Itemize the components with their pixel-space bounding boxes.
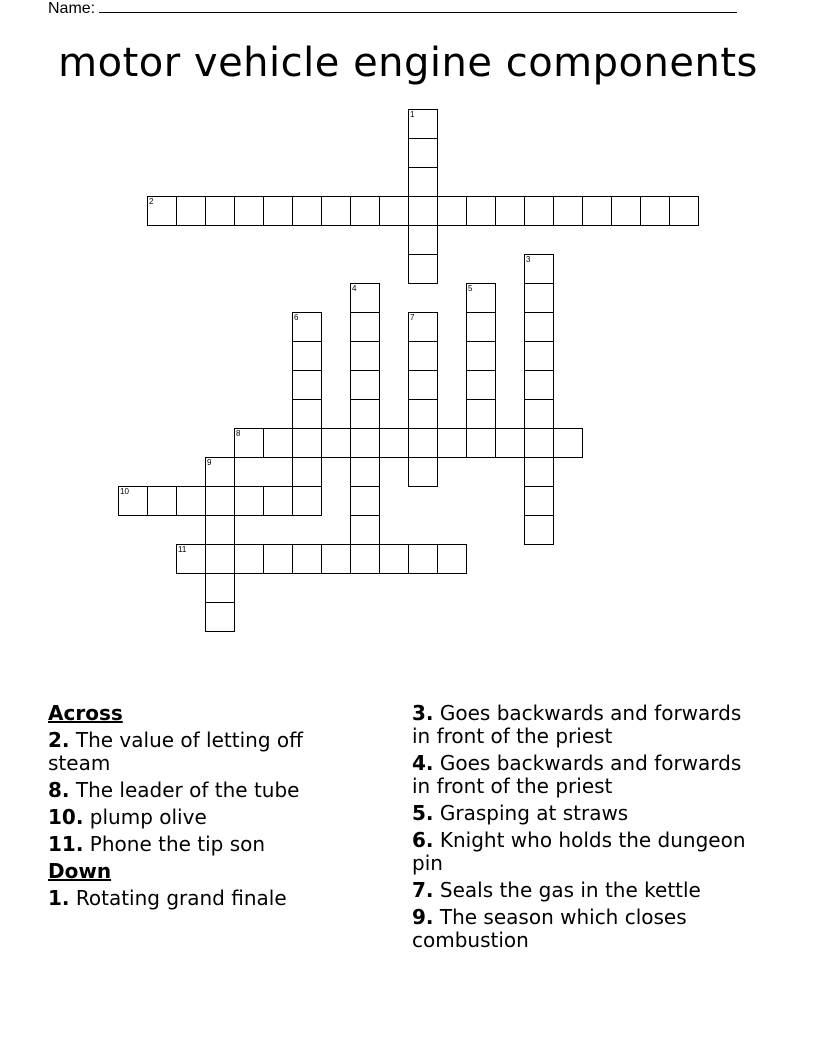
grid-cell[interactable] xyxy=(292,457,322,487)
grid-cell[interactable] xyxy=(611,196,641,226)
grid-cell[interactable] xyxy=(205,602,235,632)
grid-cell[interactable] xyxy=(466,399,496,429)
clue-down-3 xyxy=(412,702,752,748)
grid-cell[interactable] xyxy=(408,399,438,429)
clue-number-label: 7 xyxy=(410,313,415,322)
clue-number: 1. xyxy=(48,886,70,910)
grid-cell[interactable] xyxy=(350,312,380,342)
grid-cell[interactable] xyxy=(466,341,496,371)
grid-cell[interactable] xyxy=(408,341,438,371)
clue-text: The season which closes combustion xyxy=(412,905,687,952)
clue-down-1 xyxy=(48,887,348,910)
clue-number-label: 4 xyxy=(352,284,357,293)
clue-text: Goes backwards and forwards in front of the priest xyxy=(412,751,742,798)
grid-cell[interactable] xyxy=(524,283,554,313)
grid-cell[interactable] xyxy=(118,486,148,516)
clue-across-10 xyxy=(48,806,348,829)
grid-cell[interactable] xyxy=(176,196,206,226)
grid-cell[interactable] xyxy=(437,544,467,574)
grid-cell[interactable] xyxy=(321,196,351,226)
clue-number-label: 11 xyxy=(178,545,187,554)
grid-cell[interactable] xyxy=(524,486,554,516)
grid-cell[interactable] xyxy=(408,428,438,458)
grid-cell[interactable] xyxy=(292,341,322,371)
grid-cell[interactable] xyxy=(350,341,380,371)
grid-cell[interactable] xyxy=(263,196,293,226)
grid-cell[interactable] xyxy=(466,370,496,400)
clue-down-4 xyxy=(412,752,752,798)
grid-cell[interactable] xyxy=(321,544,351,574)
clue-number-label: 9 xyxy=(207,458,212,467)
grid-cell[interactable] xyxy=(350,428,380,458)
grid-cell[interactable] xyxy=(379,428,409,458)
grid-cell[interactable] xyxy=(350,399,380,429)
grid-cell[interactable] xyxy=(408,370,438,400)
clue-across-2 xyxy=(48,729,348,775)
clue-number: 4. xyxy=(412,751,434,775)
grid-cell[interactable] xyxy=(466,283,496,313)
grid-cell[interactable] xyxy=(350,515,380,545)
grid-cell[interactable] xyxy=(408,225,438,255)
grid-cell[interactable] xyxy=(292,399,322,429)
clue-down-9 xyxy=(412,906,752,952)
clue-number: 7. xyxy=(412,878,434,902)
grid-cell[interactable] xyxy=(176,544,206,574)
name-label: Name: xyxy=(48,0,96,17)
grid-cell[interactable] xyxy=(640,196,670,226)
clue-number: 2. xyxy=(48,728,70,752)
grid-cell[interactable] xyxy=(147,196,177,226)
clue-number-label: 6 xyxy=(294,313,299,322)
grid-cell[interactable] xyxy=(553,428,583,458)
grid-cell[interactable] xyxy=(350,457,380,487)
grid-cell[interactable] xyxy=(379,544,409,574)
clue-across-11 xyxy=(48,833,348,856)
grid-cell[interactable] xyxy=(379,196,409,226)
grid-cell[interactable] xyxy=(205,515,235,545)
grid-cell[interactable] xyxy=(292,312,322,342)
page-title: motor vehicle engine components xyxy=(58,40,758,86)
grid-cell[interactable] xyxy=(437,428,467,458)
clue-text: Seals the gas in the kettle xyxy=(439,878,701,902)
grid-cell[interactable] xyxy=(495,428,525,458)
grid-cell[interactable] xyxy=(205,544,235,574)
grid-cell[interactable] xyxy=(582,196,612,226)
grid-cell[interactable] xyxy=(524,312,554,342)
grid-cell[interactable] xyxy=(466,312,496,342)
grid-cell[interactable] xyxy=(408,457,438,487)
clue-number: 10. xyxy=(48,805,84,829)
clue-number: 11. xyxy=(48,832,84,856)
grid-cell[interactable] xyxy=(408,312,438,342)
grid-cell[interactable] xyxy=(234,544,264,574)
clue-number: 3. xyxy=(412,701,434,725)
grid-cell[interactable] xyxy=(205,573,235,603)
grid-cell[interactable] xyxy=(234,428,264,458)
clue-text: Knight who holds the dungeon pin xyxy=(412,828,746,875)
grid-cell[interactable] xyxy=(263,428,293,458)
clue-number-label: 1 xyxy=(410,110,415,119)
clue-text: plump olive xyxy=(89,805,207,829)
clue-number: 9. xyxy=(412,905,434,929)
clue-text: The leader of the tube xyxy=(75,778,300,802)
grid-cell[interactable] xyxy=(350,283,380,313)
grid-cell[interactable] xyxy=(350,196,380,226)
grid-cell[interactable] xyxy=(524,254,554,284)
clue-text: Rotating grand finale xyxy=(75,886,287,910)
grid-cell[interactable] xyxy=(292,486,322,516)
grid-cell[interactable] xyxy=(321,428,351,458)
grid-cell[interactable] xyxy=(408,167,438,197)
grid-cell[interactable] xyxy=(205,196,235,226)
grid-cell[interactable] xyxy=(524,428,554,458)
clue-down-7 xyxy=(412,879,752,902)
clue-text: Grasping at straws xyxy=(439,801,629,825)
grid-cell[interactable] xyxy=(263,544,293,574)
clue-number-label: 3 xyxy=(526,255,531,264)
clue-text: Goes backwards and forwards in front of the priest xyxy=(412,701,742,748)
grid-cell[interactable] xyxy=(524,399,554,429)
grid-cell[interactable] xyxy=(292,196,322,226)
clues-right-column xyxy=(412,702,752,956)
clue-down-6 xyxy=(412,829,752,875)
grid-cell[interactable] xyxy=(524,457,554,487)
grid-cell[interactable] xyxy=(524,370,554,400)
clues-left-column xyxy=(48,702,348,914)
grid-cell[interactable] xyxy=(350,544,380,574)
grid-cell[interactable] xyxy=(408,109,438,139)
grid-cell[interactable] xyxy=(292,544,322,574)
grid-cell[interactable] xyxy=(495,196,525,226)
grid-cell[interactable] xyxy=(176,486,206,516)
clue-text: Phone the tip son xyxy=(89,832,266,856)
grid-cell[interactable] xyxy=(408,196,438,226)
down-heading: Down xyxy=(48,859,112,883)
grid-cell[interactable] xyxy=(350,370,380,400)
grid-cell[interactable] xyxy=(350,486,380,516)
clue-number-label: 10 xyxy=(120,487,129,496)
grid-cell[interactable] xyxy=(669,196,699,226)
grid-cell[interactable] xyxy=(524,341,554,371)
grid-cell[interactable] xyxy=(205,486,235,516)
clue-number-label: 8 xyxy=(236,429,241,438)
grid-cell[interactable] xyxy=(292,370,322,400)
grid-cell[interactable] xyxy=(292,428,322,458)
grid-cell[interactable] xyxy=(466,428,496,458)
grid-cell[interactable] xyxy=(408,138,438,168)
clue-number: 6. xyxy=(412,828,434,852)
grid-cell[interactable] xyxy=(234,196,264,226)
grid-cell[interactable] xyxy=(263,486,293,516)
grid-cell[interactable] xyxy=(408,254,438,284)
clue-across-8 xyxy=(48,779,348,802)
grid-cell[interactable] xyxy=(524,515,554,545)
grid-cell[interactable] xyxy=(437,196,467,226)
grid-cell[interactable] xyxy=(408,544,438,574)
grid-cell[interactable] xyxy=(466,196,496,226)
grid-cell[interactable] xyxy=(205,457,235,487)
clue-number: 8. xyxy=(48,778,70,802)
clue-text: The value of letting off steam xyxy=(48,728,303,775)
grid-cell[interactable] xyxy=(234,486,264,516)
across-heading: Across xyxy=(48,701,123,725)
grid-cell[interactable] xyxy=(553,196,583,226)
clue-number-label: 2 xyxy=(149,197,154,206)
clue-number: 5. xyxy=(412,801,434,825)
grid-cell[interactable] xyxy=(147,486,177,516)
grid-cell[interactable] xyxy=(524,196,554,226)
clue-down-5 xyxy=(412,802,752,825)
clue-number-label: 5 xyxy=(468,284,473,293)
